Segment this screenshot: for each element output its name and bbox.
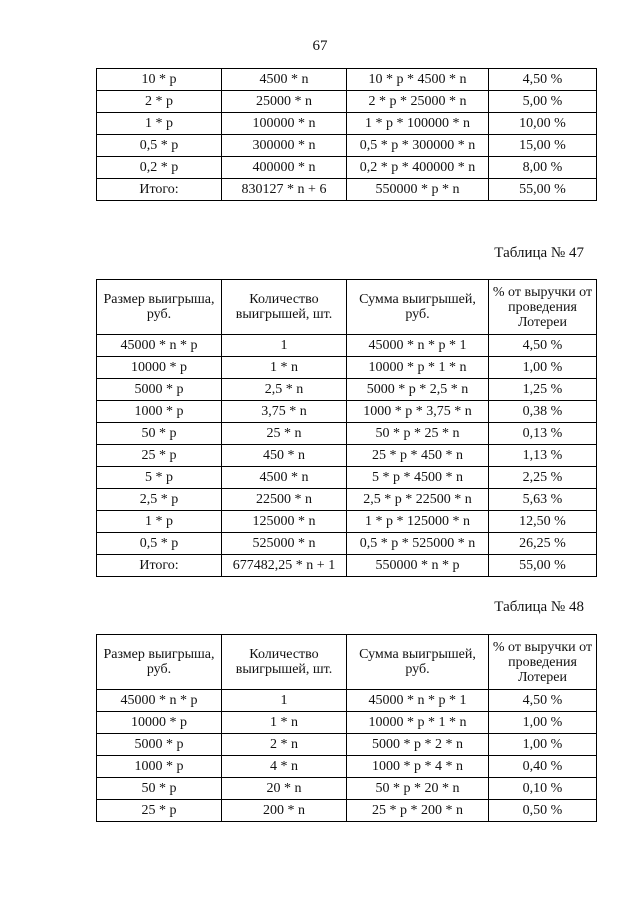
table-row (97, 135, 597, 157)
prize-table-47 (96, 279, 597, 577)
header-prize-count: Количество выигрышей, шт. (222, 635, 347, 690)
table-row (97, 533, 597, 555)
table-row (97, 423, 597, 445)
revenue-percent-cell: 4,50 % (489, 690, 597, 712)
header-prize-size: Размер выигрыша, руб. (97, 280, 222, 335)
page-number: 67 (312, 38, 328, 54)
table-row (97, 379, 597, 401)
revenue-percent-cell: 10,00 % (489, 113, 597, 135)
revenue-percent-cell: 0,40 % (489, 756, 597, 778)
prize-sum-cell: 25 * р * 200 * n (347, 800, 489, 822)
table-row (97, 734, 597, 756)
prize-sum-cell: 10 * р * 4500 * n (347, 69, 489, 91)
revenue-percent-cell: 0,38 % (489, 401, 597, 423)
revenue-percent-cell: 15,00 % (489, 135, 597, 157)
prize-sum-cell: 10000 * р * 1 * n (347, 357, 489, 379)
revenue-percent-cell: 2,25 % (489, 467, 597, 489)
revenue-percent-cell: 4,50 % (489, 335, 597, 357)
table-48-caption: Таблица № 48 (494, 599, 584, 615)
prize-sum-cell: 5000 * р * 2,5 * n (347, 379, 489, 401)
prize-count-cell: 200 * n (222, 800, 347, 822)
prize-size-cell: 1 * р (97, 113, 222, 135)
total-count-cell: 830127 * n + 6 (222, 179, 347, 201)
table-row (97, 157, 597, 179)
revenue-percent-cell: 1,00 % (489, 357, 597, 379)
prize-size-cell: 10 * р (97, 69, 222, 91)
revenue-percent-cell: 5,63 % (489, 489, 597, 511)
total-label-cell: Итого: (97, 555, 222, 577)
revenue-percent-cell: 1,00 % (489, 734, 597, 756)
prize-sum-cell: 2,5 * р * 22500 * n (347, 489, 489, 511)
revenue-percent-cell: 1,00 % (489, 712, 597, 734)
revenue-percent-cell: 8,00 % (489, 157, 597, 179)
table-row (97, 800, 597, 822)
prize-sum-cell: 0,2 * р * 400000 * n (347, 157, 489, 179)
revenue-percent-cell: 1,25 % (489, 379, 597, 401)
table-row (97, 467, 597, 489)
prize-sum-cell: 1 * р * 100000 * n (347, 113, 489, 135)
prize-size-cell: 25 * р (97, 445, 222, 467)
table-row (97, 445, 597, 467)
revenue-percent-cell: 26,25 % (489, 533, 597, 555)
prize-sum-cell: 45000 * n * р * 1 (347, 690, 489, 712)
prize-count-cell: 1 * n (222, 357, 347, 379)
total-percent-cell: 55,00 % (489, 179, 597, 201)
revenue-percent-cell: 0,50 % (489, 800, 597, 822)
prize-sum-cell: 1 * р * 125000 * n (347, 511, 489, 533)
prize-sum-cell: 0,5 * р * 300000 * n (347, 135, 489, 157)
prize-count-cell: 1 * n (222, 712, 347, 734)
prize-count-cell: 4500 * n (222, 467, 347, 489)
prize-count-cell: 2,5 * n (222, 379, 347, 401)
table-row (97, 756, 597, 778)
prize-count-cell: 100000 * n (222, 113, 347, 135)
table-row (97, 91, 597, 113)
header-prize-size: Размер выигрыша, руб. (97, 635, 222, 690)
table-row (97, 69, 597, 91)
total-percent-cell: 55,00 % (489, 555, 597, 577)
prize-sum-cell: 25 * р * 450 * n (347, 445, 489, 467)
table-header-row (97, 635, 597, 690)
prize-size-cell: 5000 * р (97, 734, 222, 756)
header-revenue-percent: % от выручки от проведения Лотереи (489, 280, 597, 335)
header-prize-count: Количество выигрышей, шт. (222, 280, 347, 335)
prize-count-cell: 3,75 * n (222, 401, 347, 423)
prize-sum-cell: 10000 * р * 1 * n (347, 712, 489, 734)
revenue-percent-cell: 0,13 % (489, 423, 597, 445)
header-prize-sum: Сумма выигрышей, руб. (347, 280, 489, 335)
prize-size-cell: 10000 * р (97, 357, 222, 379)
prize-size-cell: 45000 * n * р (97, 335, 222, 357)
prize-sum-cell: 5 * р * 4500 * n (347, 467, 489, 489)
table-row (97, 511, 597, 533)
table-row (97, 335, 597, 357)
prize-sum-cell: 1000 * р * 3,75 * n (347, 401, 489, 423)
total-count-cell: 677482,25 * n + 1 (222, 555, 347, 577)
prize-sum-cell: 2 * р * 25000 * n (347, 91, 489, 113)
prize-count-cell: 22500 * n (222, 489, 347, 511)
prize-sum-cell: 50 * р * 25 * n (347, 423, 489, 445)
total-sum-cell: 550000 * р * n (347, 179, 489, 201)
prize-size-cell: 5000 * р (97, 379, 222, 401)
prize-count-cell: 1 (222, 690, 347, 712)
prize-size-cell: 0,5 * р (97, 533, 222, 555)
total-label-cell: Итого: (97, 179, 222, 201)
revenue-percent-cell: 4,50 % (489, 69, 597, 91)
prize-count-cell: 525000 * n (222, 533, 347, 555)
table-row (97, 357, 597, 379)
table-row (97, 778, 597, 800)
revenue-percent-cell: 1,13 % (489, 445, 597, 467)
prize-size-cell: 1000 * р (97, 756, 222, 778)
header-prize-sum: Сумма выигрышей, руб. (347, 635, 489, 690)
prize-count-cell: 25000 * n (222, 91, 347, 113)
prize-sum-cell: 50 * р * 20 * n (347, 778, 489, 800)
table-row (97, 113, 597, 135)
prize-sum-cell: 5000 * р * 2 * n (347, 734, 489, 756)
prize-size-cell: 1000 * р (97, 401, 222, 423)
revenue-percent-cell: 0,10 % (489, 778, 597, 800)
total-row (97, 555, 597, 577)
prize-count-cell: 20 * n (222, 778, 347, 800)
prize-table-continued (96, 68, 597, 201)
prize-count-cell: 1 (222, 335, 347, 357)
prize-size-cell: 50 * р (97, 423, 222, 445)
prize-size-cell: 5 * р (97, 467, 222, 489)
prize-count-cell: 2 * n (222, 734, 347, 756)
prize-sum-cell: 0,5 * р * 525000 * n (347, 533, 489, 555)
prize-count-cell: 125000 * n (222, 511, 347, 533)
total-sum-cell: 550000 * n * р (347, 555, 489, 577)
prize-count-cell: 25 * n (222, 423, 347, 445)
prize-count-cell: 4 * n (222, 756, 347, 778)
prize-size-cell: 45000 * n * р (97, 690, 222, 712)
table-47-caption: Таблица № 47 (494, 245, 584, 261)
prize-size-cell: 10000 * р (97, 712, 222, 734)
header-revenue-percent: % от выручки от проведения Лотереи (489, 635, 597, 690)
prize-count-cell: 300000 * n (222, 135, 347, 157)
prize-size-cell: 25 * р (97, 800, 222, 822)
prize-size-cell: 50 * р (97, 778, 222, 800)
total-row (97, 179, 597, 201)
prize-count-cell: 4500 * n (222, 69, 347, 91)
prize-size-cell: 1 * р (97, 511, 222, 533)
table-row (97, 401, 597, 423)
prize-table-48 (96, 634, 597, 822)
prize-sum-cell: 45000 * n * р * 1 (347, 335, 489, 357)
table-row (97, 690, 597, 712)
table-row (97, 489, 597, 511)
table-row (97, 712, 597, 734)
revenue-percent-cell: 12,50 % (489, 511, 597, 533)
prize-size-cell: 0,2 * р (97, 157, 222, 179)
prize-count-cell: 450 * n (222, 445, 347, 467)
revenue-percent-cell: 5,00 % (489, 91, 597, 113)
prize-size-cell: 0,5 * р (97, 135, 222, 157)
prize-size-cell: 2 * р (97, 91, 222, 113)
prize-size-cell: 2,5 * р (97, 489, 222, 511)
table-header-row (97, 280, 597, 335)
prize-sum-cell: 1000 * р * 4 * n (347, 756, 489, 778)
prize-count-cell: 400000 * n (222, 157, 347, 179)
